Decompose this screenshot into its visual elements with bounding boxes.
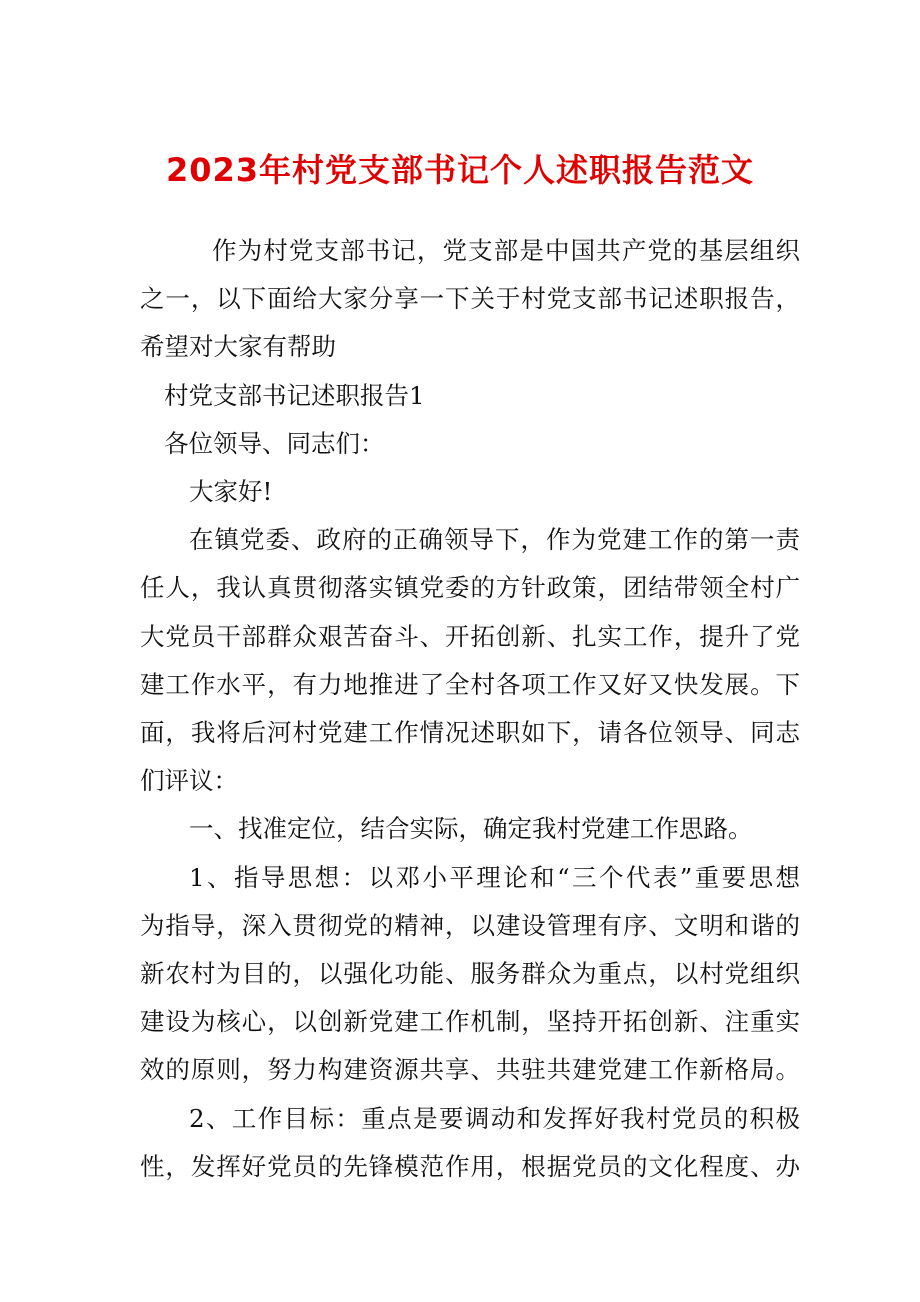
- paragraph-line: 1、指导思想：以邓小平理论和“三个代表”重要思想: [189, 862, 800, 892]
- intro-line-3: 希望对大家有帮助: [140, 332, 336, 362]
- paragraph-line: 建设为核心，以创新党建工作机制，坚持开拓创新、注重实: [140, 1007, 800, 1037]
- intro-line-2: 之一，以下面给大家分享一下关于村党支部书记述职报告，: [140, 284, 800, 314]
- paragraph-line: 新农村为目的，以强化功能、服务群众为重点，以村党组织: [140, 959, 800, 989]
- paragraph-line: 性，发挥好党员的先锋模范作用，根据党员的文化程度、办: [140, 1151, 800, 1181]
- paragraph-line: 们评议：: [140, 766, 238, 796]
- paragraph-line: 为指导，深入贯彻党的精神，以建设管理有序、文明和谐的: [140, 910, 800, 940]
- paragraph-line: 效的原则，努力构建资源共享、共驻共建党建工作新格局。: [140, 1055, 800, 1085]
- paragraph-line: 任人，我认真贯彻落实镇党委的方针政策，团结带领全村广: [140, 573, 800, 603]
- document-title: 2023年村党支部书记个人述职报告范文: [165, 151, 755, 189]
- section-heading-1: 一、找准定位，结合实际，确定我村党建工作思路。: [189, 814, 753, 844]
- document-body: [140, 227, 800, 1191]
- greeting: 大家好!: [189, 477, 273, 507]
- report-heading: 村党支部书记述职报告1: [164, 380, 425, 410]
- paragraph-line: 大党员干部群众艰苦奋斗、开拓创新、扎实工作，提升了党: [140, 621, 800, 651]
- paragraph-line: 在镇党委、政府的正确领导下，作为党建工作的第一责: [189, 525, 800, 555]
- salutation: 各位领导、同志们：: [164, 428, 385, 458]
- paragraph-line: 2、工作目标：重点是要调动和发挥好我村党员的积极: [189, 1103, 800, 1133]
- intro-line-1: 作为村党支部书记，党支部是中国共产党的基层组织: [212, 236, 800, 265]
- paragraph-line: 面，我将后河村党建工作情况述职如下，请各位领导、同志: [140, 718, 800, 748]
- paragraph-line: 建工作水平，有力地推进了全村各项工作又好又快发展。下: [140, 669, 800, 699]
